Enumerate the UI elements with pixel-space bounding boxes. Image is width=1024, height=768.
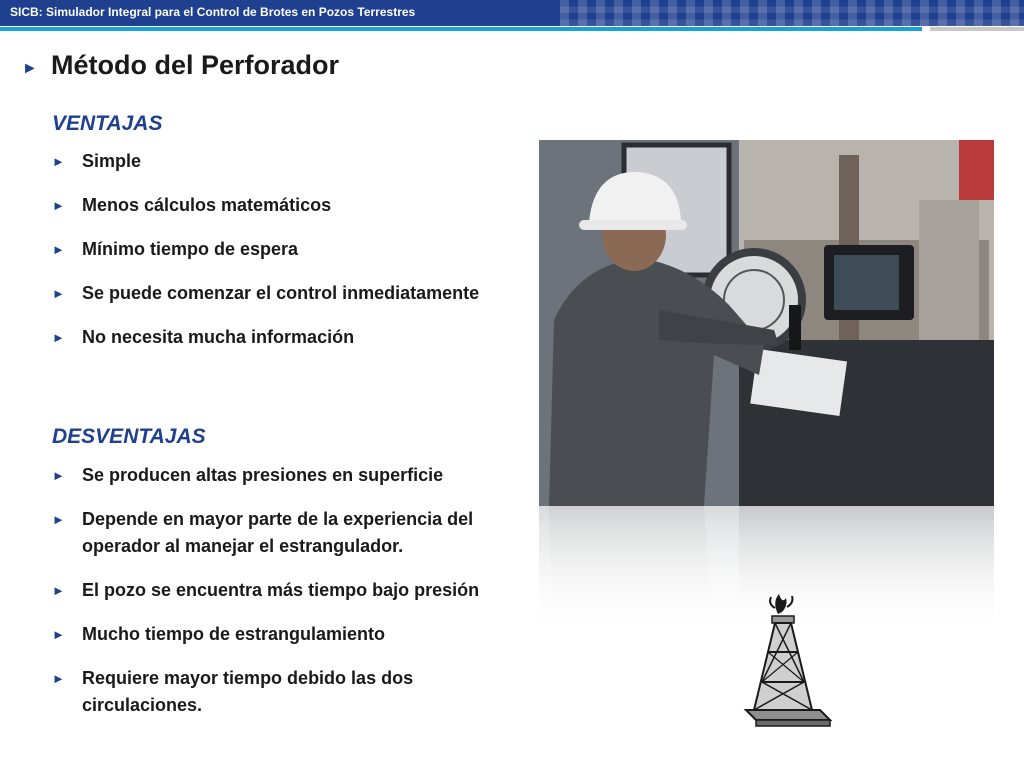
bullet-icon: ►	[52, 330, 65, 345]
list-item	[52, 665, 532, 719]
list-item	[52, 236, 532, 263]
list-item-text: Depende en mayor parte de la experiencia del operador al manejar el estrangulador.	[82, 509, 474, 556]
list-item-text: Menos cálculos matemáticos	[82, 195, 332, 215]
header-pattern	[560, 0, 1024, 26]
header-accent-line-gray	[930, 27, 1024, 31]
desventajas-list	[52, 462, 532, 736]
list-item-text: Mínimo tiempo de espera	[82, 239, 299, 259]
ventajas-list	[52, 148, 532, 368]
list-item	[52, 280, 532, 307]
list-item	[52, 324, 532, 351]
list-item	[52, 148, 532, 175]
bullet-icon: ►	[52, 468, 65, 483]
bullet-icon: ►	[52, 512, 65, 527]
list-item-text: Requiere mayor tiempo debido las dos circulaciones.	[82, 668, 414, 715]
header-title: SICB: Simulador Integral para el Control de Brotes en Pozos Terrestres	[10, 5, 416, 19]
bullet-icon: ►	[52, 154, 65, 169]
list-item	[52, 577, 532, 604]
slide-header	[0, 0, 1024, 26]
list-item-text: No necesita mucha información	[82, 327, 355, 347]
slide-title: Método del Perforador	[51, 50, 340, 80]
list-item-text: Mucho tiempo de estrangulamiento	[82, 624, 386, 644]
list-item-text: Se producen altas presiones en superficie	[82, 465, 444, 485]
oil-derrick-icon	[742, 592, 836, 732]
title-bullet-icon: ►	[22, 60, 38, 77]
list-item	[52, 192, 532, 219]
list-item	[52, 506, 532, 560]
desventajas-heading: DESVENTAJAS	[52, 425, 206, 448]
list-item	[52, 462, 532, 489]
bullet-icon: ►	[52, 583, 65, 598]
bullet-icon: ►	[52, 286, 65, 301]
header-accent-line	[0, 27, 922, 31]
bullet-icon: ►	[52, 671, 65, 686]
ventajas-heading: VENTAJAS	[52, 112, 163, 135]
bullet-icon: ►	[52, 242, 65, 257]
list-item-text: El pozo se encuentra más tiempo bajo presión	[82, 580, 480, 600]
list-item-text: Se puede comenzar el control inmediatamente	[82, 283, 480, 303]
list-item-text: Simple	[82, 151, 142, 171]
bullet-icon: ►	[52, 627, 65, 642]
driller-photo	[539, 140, 994, 506]
list-item	[52, 621, 532, 648]
bullet-icon: ►	[52, 198, 65, 213]
